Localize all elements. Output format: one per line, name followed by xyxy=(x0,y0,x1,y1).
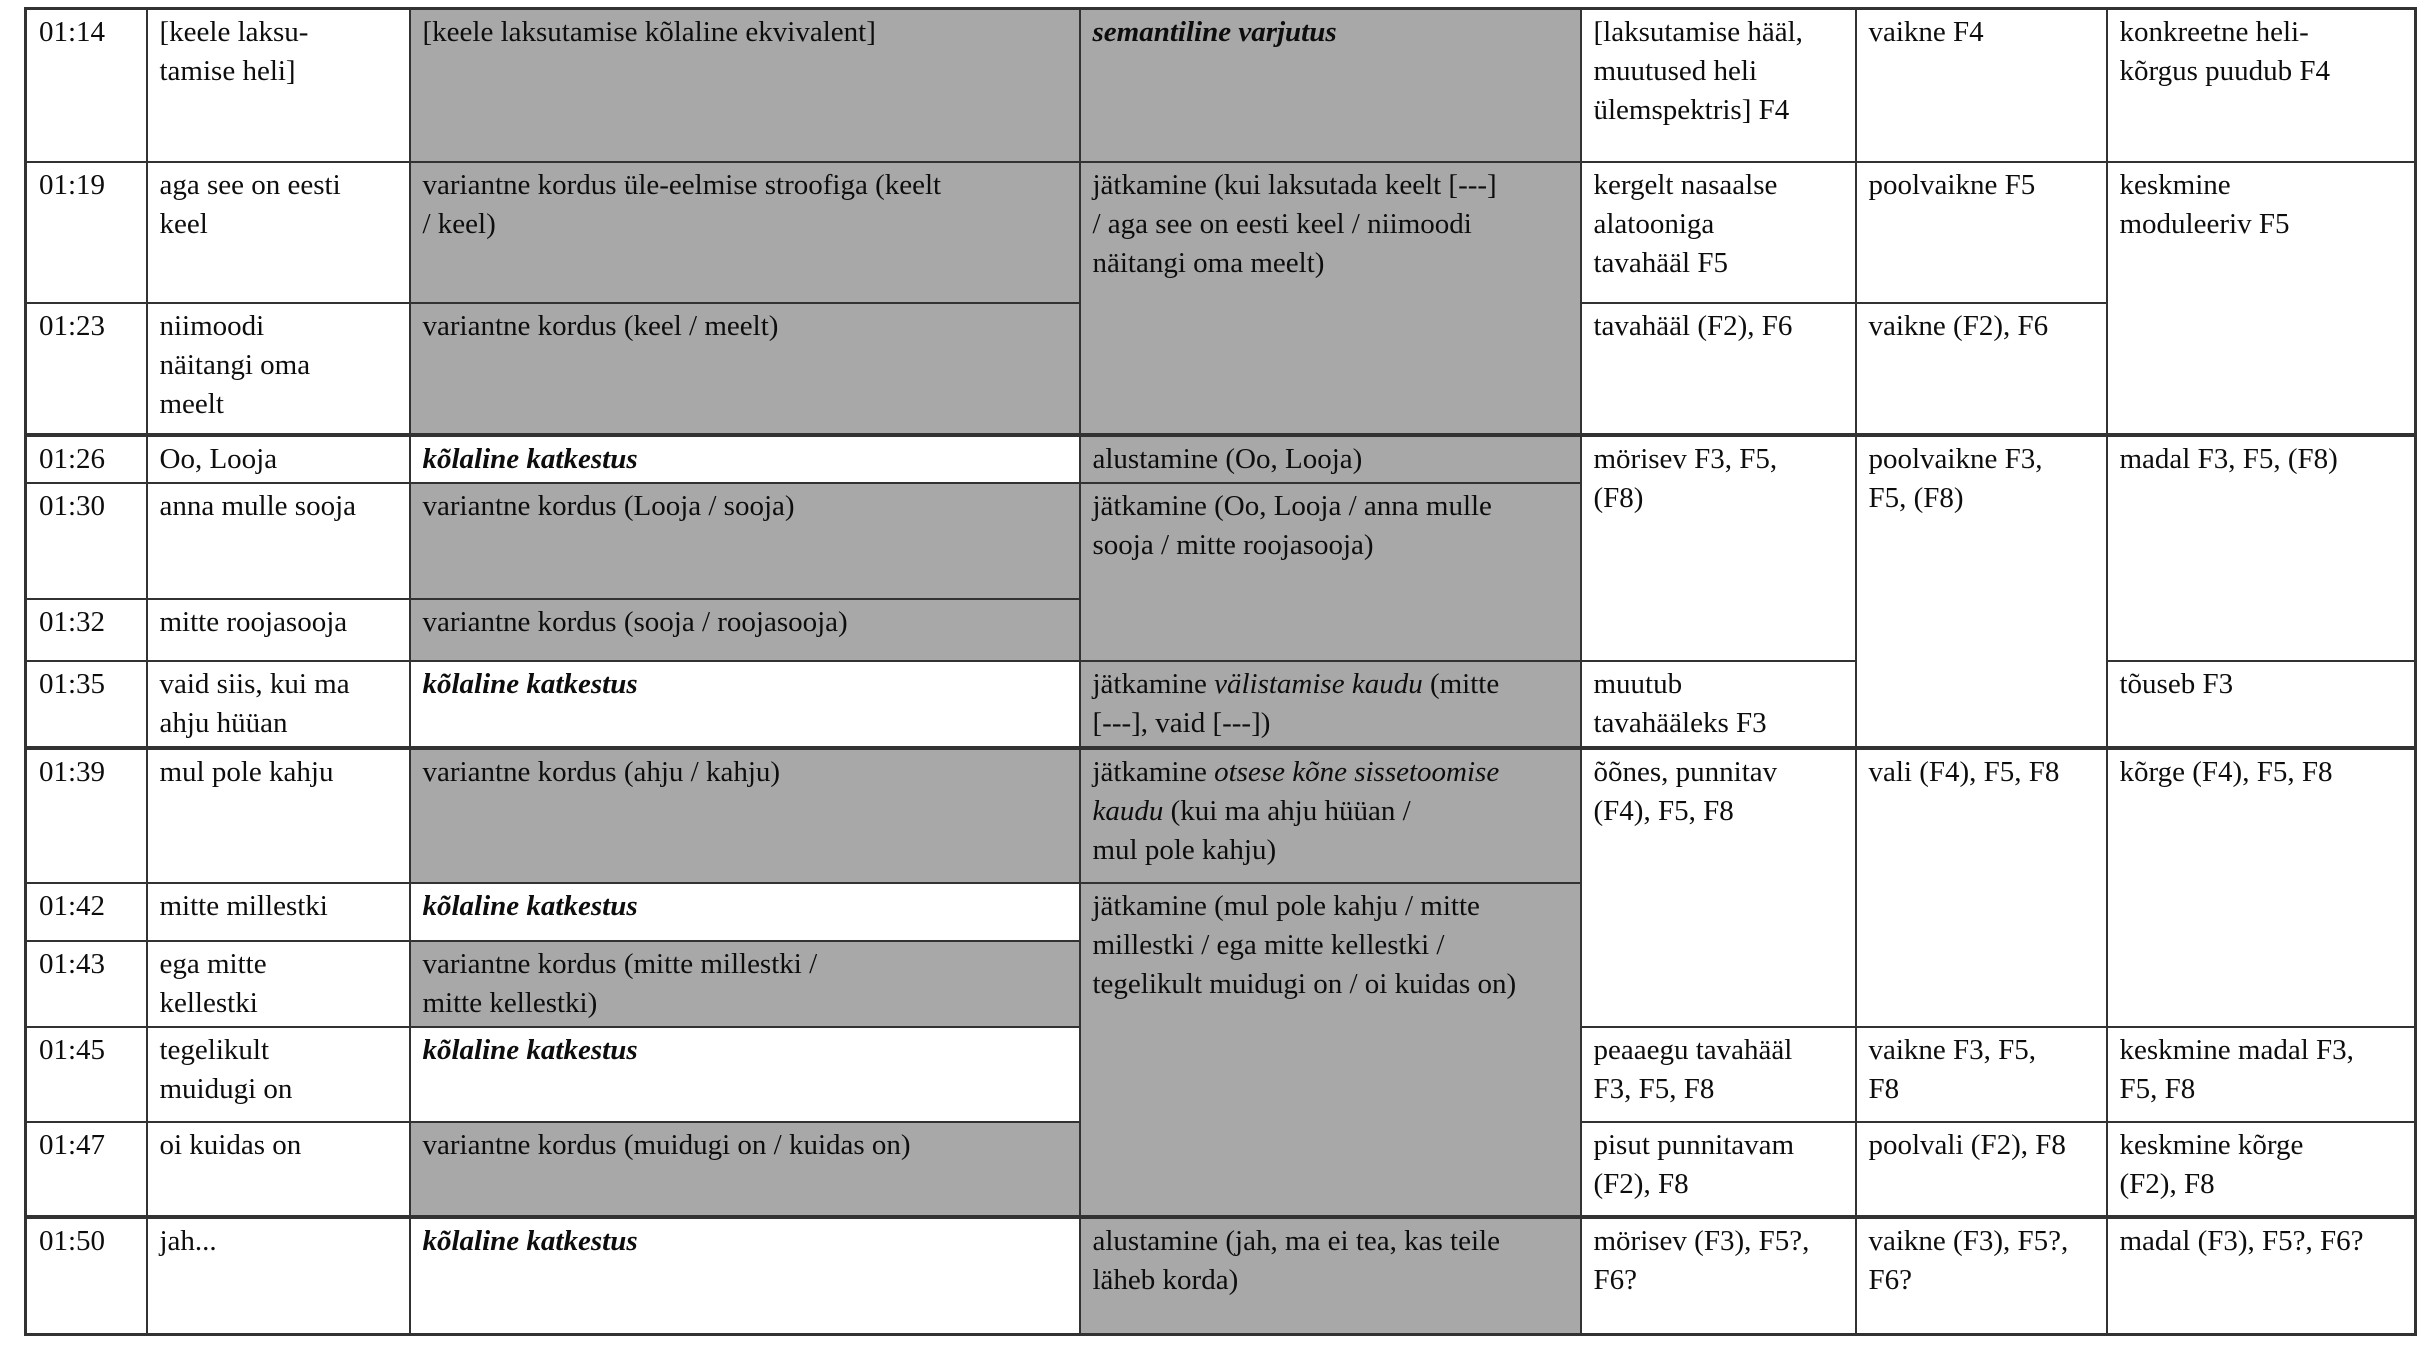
text-run: [keele laksu- xyxy=(159,16,309,48)
text-run: vaid siis, kui ma xyxy=(159,667,350,700)
text-run: keskmine madal F3, xyxy=(2119,1033,2354,1066)
text-run: 01:26 xyxy=(39,442,106,475)
table-row xyxy=(26,748,2416,883)
text-run: semantiline varjutus xyxy=(1092,16,1337,48)
text-run: millestki / ega mitte kellestki / xyxy=(1092,928,1445,961)
text-run: keskmine kõrge xyxy=(2119,1128,2304,1161)
lyrics-cell xyxy=(147,1217,410,1335)
text-run: 01:19 xyxy=(39,168,106,201)
text-run: alustamine (jah, ma ei tea, kas teile xyxy=(1092,1224,1500,1257)
analysis-table xyxy=(24,7,2417,1336)
text-run: variantne kordus (Looja / sooja) xyxy=(422,489,795,522)
text-run: jah... xyxy=(159,1224,217,1257)
lyrics-cell xyxy=(147,599,410,661)
voice-quality-cell xyxy=(1581,9,1856,162)
text-run: madal (F3), F5?, F6? xyxy=(2119,1224,2364,1257)
text-run: tavahääl F5 xyxy=(1593,246,1728,279)
semantic-relation-cell xyxy=(1080,748,1581,883)
lyrics-cell xyxy=(147,435,410,483)
pitch-cell xyxy=(2107,748,2416,1027)
loudness-cell xyxy=(1856,435,2107,748)
pitch-cell xyxy=(2107,162,2416,435)
text-run: keskmine xyxy=(2119,168,2231,201)
text-run: F5, F8 xyxy=(2119,1072,2196,1105)
pitch-cell xyxy=(2107,1027,2416,1122)
text-run: alatooniga xyxy=(1593,207,1715,240)
text-run: ülemspektris] F4 xyxy=(1593,94,1790,126)
text-run: variantne kordus (ahju / kahju) xyxy=(422,755,781,788)
time-cell xyxy=(26,435,147,483)
text-run: otsese kõne sissetoomise xyxy=(1214,755,1500,788)
sound-relation-cell xyxy=(410,748,1080,883)
text-run: 01:35 xyxy=(39,667,106,700)
time-cell xyxy=(26,303,147,435)
text-run: muutub xyxy=(1593,667,1683,700)
text-run: (mitte xyxy=(1422,667,1500,700)
text-run: variantne kordus (sooja / roojasooja) xyxy=(422,605,848,638)
text-run: poolvaikne F5 xyxy=(1868,168,2036,201)
time-cell xyxy=(26,941,147,1027)
text-run: keel xyxy=(159,207,208,240)
semantic-relation-cell xyxy=(1080,435,1581,483)
sound-relation-cell xyxy=(410,162,1080,303)
text-run: konkreetne heli- xyxy=(2119,16,2309,48)
time-cell xyxy=(26,1027,147,1122)
text-run: [keele laksutamise kõlaline ekvivalent] xyxy=(422,16,876,48)
text-run: tavahääleks F3 xyxy=(1593,706,1767,739)
sound-relation-cell xyxy=(410,941,1080,1027)
text-run: kaudu xyxy=(1092,794,1164,827)
text-run: kõlaline katkestus xyxy=(422,667,638,700)
voice-quality-cell xyxy=(1581,661,1856,748)
text-run: tamise heli] xyxy=(159,55,296,87)
voice-quality-cell xyxy=(1581,1027,1856,1122)
text-run: kellestki xyxy=(159,986,258,1019)
text-run: mitte millestki xyxy=(159,889,328,922)
sound-relation-cell xyxy=(410,9,1080,162)
lyrics-cell xyxy=(147,1122,410,1217)
text-run: vaikne F3, F5, xyxy=(1868,1033,2037,1066)
lyrics-cell xyxy=(147,483,410,599)
text-run: 01:42 xyxy=(39,889,106,922)
text-run: tavahääl (F2), F6 xyxy=(1593,309,1793,342)
sound-relation-cell xyxy=(410,883,1080,941)
text-run: F6? xyxy=(1868,1263,1912,1296)
text-run: mitte roojasooja xyxy=(159,605,348,638)
text-run: 01:45 xyxy=(39,1033,106,1066)
loudness-cell xyxy=(1856,1122,2107,1217)
text-run: 01:14 xyxy=(39,16,106,48)
text-run: jätkamine (mul pole kahju / mitte xyxy=(1092,889,1480,922)
lyrics-cell xyxy=(147,1027,410,1122)
table-row xyxy=(26,1217,2416,1335)
text-run: ahju hüüan xyxy=(159,706,288,739)
text-run: 01:32 xyxy=(39,605,106,638)
loudness-cell xyxy=(1856,162,2107,303)
text-run: 01:23 xyxy=(39,309,106,342)
voice-quality-cell xyxy=(1581,1217,1856,1335)
lyrics-cell xyxy=(147,748,410,883)
text-run: oi kuidas on xyxy=(159,1128,302,1161)
text-run: poolvaikne F3, xyxy=(1868,442,2043,475)
analysis-table-body xyxy=(26,9,2416,1335)
voice-quality-cell xyxy=(1581,303,1856,435)
text-run: mul pole kahju xyxy=(159,755,334,788)
text-run: 01:50 xyxy=(39,1224,106,1257)
text-run: F3, F5, F8 xyxy=(1593,1072,1715,1105)
text-run: sooja / mitte roojasooja) xyxy=(1092,528,1374,561)
text-run: näitangi oma meelt) xyxy=(1092,246,1325,279)
text-run: (F8) xyxy=(1593,481,1644,514)
sound-relation-cell xyxy=(410,661,1080,748)
text-run: vaikne F4 xyxy=(1868,16,1984,48)
text-run: moduleeriv F5 xyxy=(2119,207,2290,240)
sound-relation-cell xyxy=(410,303,1080,435)
voice-quality-cell xyxy=(1581,435,1856,661)
text-run: variantne kordus (mitte millestki / xyxy=(422,947,818,980)
text-run: alustamine (Oo, Looja) xyxy=(1092,442,1363,475)
loudness-cell xyxy=(1856,1217,2107,1335)
loudness-cell xyxy=(1856,1027,2107,1122)
text-run: kergelt nasaalse xyxy=(1593,168,1778,201)
text-run: jätkamine xyxy=(1092,755,1215,788)
text-run: peaaegu tavahääl xyxy=(1593,1033,1793,1066)
text-run: anna mulle sooja xyxy=(159,489,357,522)
sound-relation-cell xyxy=(410,599,1080,661)
text-run: jätkamine (Oo, Looja / anna mulle xyxy=(1092,489,1492,522)
sound-relation-cell xyxy=(410,435,1080,483)
semantic-relation-cell xyxy=(1080,9,1581,162)
text-run: variantne kordus (keel / meelt) xyxy=(422,309,779,342)
semantic-relation-cell xyxy=(1080,661,1581,748)
text-run: 01:47 xyxy=(39,1128,106,1161)
text-run: mul pole kahju) xyxy=(1092,833,1277,866)
text-run: (kui ma ahju hüüan / xyxy=(1163,794,1411,827)
time-cell xyxy=(26,483,147,599)
text-run: aga see on eesti xyxy=(159,168,341,201)
sound-relation-cell xyxy=(410,483,1080,599)
time-cell xyxy=(26,1122,147,1217)
text-run: mörisev (F3), F5?, xyxy=(1593,1224,1810,1257)
text-run: variantne kordus üle-eelmise stroofiga (keelt xyxy=(422,168,942,201)
text-run: / keel) xyxy=(422,207,496,240)
time-cell xyxy=(26,599,147,661)
text-run: kõlaline katkestus xyxy=(422,889,638,922)
sound-relation-cell xyxy=(410,1122,1080,1217)
semantic-relation-cell xyxy=(1080,162,1581,435)
pitch-cell xyxy=(2107,1217,2416,1335)
text-run: meelt xyxy=(159,387,224,420)
time-cell xyxy=(26,1217,147,1335)
text-run: jätkamine xyxy=(1092,667,1215,700)
sound-relation-cell xyxy=(410,1217,1080,1335)
table-row xyxy=(26,162,2416,303)
lyrics-cell xyxy=(147,9,410,162)
time-cell xyxy=(26,748,147,883)
lyrics-cell xyxy=(147,941,410,1027)
semantic-relation-cell xyxy=(1080,1217,1581,1335)
text-run: F6? xyxy=(1593,1263,1637,1296)
table-row xyxy=(26,9,2416,162)
text-run: tõuseb F3 xyxy=(2119,667,2234,700)
pitch-cell xyxy=(2107,435,2416,661)
text-run: madal F3, F5, (F8) xyxy=(2119,442,2338,475)
pitch-cell xyxy=(2107,661,2416,748)
text-run: näitangi oma xyxy=(159,348,311,381)
text-run: poolvali (F2), F8 xyxy=(1868,1128,2066,1161)
text-run: [---], vaid [---]) xyxy=(1092,706,1271,739)
time-cell xyxy=(26,162,147,303)
loudness-cell xyxy=(1856,9,2107,162)
text-run: F8 xyxy=(1868,1072,1900,1105)
text-run: mitte kellestki) xyxy=(422,986,598,1019)
lyrics-cell xyxy=(147,661,410,748)
text-run: (F4), F5, F8 xyxy=(1593,794,1734,827)
loudness-cell xyxy=(1856,748,2107,1027)
text-run: vaikne (F3), F5?, xyxy=(1868,1224,2069,1257)
voice-quality-cell xyxy=(1581,162,1856,303)
text-run: 01:43 xyxy=(39,947,106,980)
text-run: kõlaline katkestus xyxy=(422,1033,638,1066)
text-run: kõlaline katkestus xyxy=(422,1224,638,1257)
text-run: välistamise kaudu xyxy=(1214,667,1423,700)
text-run: F5, (F8) xyxy=(1868,481,1964,514)
text-run: mörisev F3, F5, xyxy=(1593,442,1778,475)
loudness-cell xyxy=(1856,303,2107,435)
text-run: tegelikult xyxy=(159,1033,270,1066)
text-run: õõnes, punnitav xyxy=(1593,755,1778,788)
text-run: 01:39 xyxy=(39,755,106,788)
text-run: Oo, Looja xyxy=(159,442,278,475)
text-run: vaikne (F2), F6 xyxy=(1868,309,2049,342)
text-run: niimoodi xyxy=(159,309,265,342)
lyrics-cell xyxy=(147,162,410,303)
text-run: ega mitte xyxy=(159,947,267,980)
text-run: tegelikult muidugi on / oi kuidas on) xyxy=(1092,967,1517,1000)
text-run: [laksutamise hääl, xyxy=(1593,16,1803,48)
voice-quality-cell xyxy=(1581,748,1856,1027)
text-run: kõrge (F4), F5, F8 xyxy=(2119,755,2333,788)
text-run: pisut punnitavam xyxy=(1593,1128,1795,1161)
lyrics-cell xyxy=(147,303,410,435)
text-run: 01:30 xyxy=(39,489,106,522)
text-run: (F2), F8 xyxy=(1593,1167,1689,1200)
text-run: muidugi on xyxy=(159,1072,293,1105)
sound-relation-cell xyxy=(410,1027,1080,1122)
text-run: (F2), F8 xyxy=(2119,1167,2215,1200)
text-run: läheb korda) xyxy=(1092,1263,1239,1296)
time-cell xyxy=(26,883,147,941)
text-run: kõrgus puudub F4 xyxy=(2119,55,2331,87)
text-run: kõlaline katkestus xyxy=(422,442,638,475)
voice-quality-cell xyxy=(1581,1122,1856,1217)
text-run: muutused heli xyxy=(1593,55,1758,87)
text-run: vali (F4), F5, F8 xyxy=(1868,755,2060,788)
pitch-cell xyxy=(2107,9,2416,162)
semantic-relation-cell xyxy=(1080,483,1581,661)
text-run: jätkamine (kui laksutada keelt [---] xyxy=(1092,168,1497,201)
text-run: variantne kordus (muidugi on / kuidas on) xyxy=(422,1128,911,1161)
pitch-cell xyxy=(2107,1122,2416,1217)
time-cell xyxy=(26,9,147,162)
text-run: / aga see on eesti keel / niimoodi xyxy=(1092,207,1472,240)
time-cell xyxy=(26,661,147,748)
semantic-relation-cell xyxy=(1080,883,1581,1217)
table-row xyxy=(26,435,2416,483)
lyrics-cell xyxy=(147,883,410,941)
